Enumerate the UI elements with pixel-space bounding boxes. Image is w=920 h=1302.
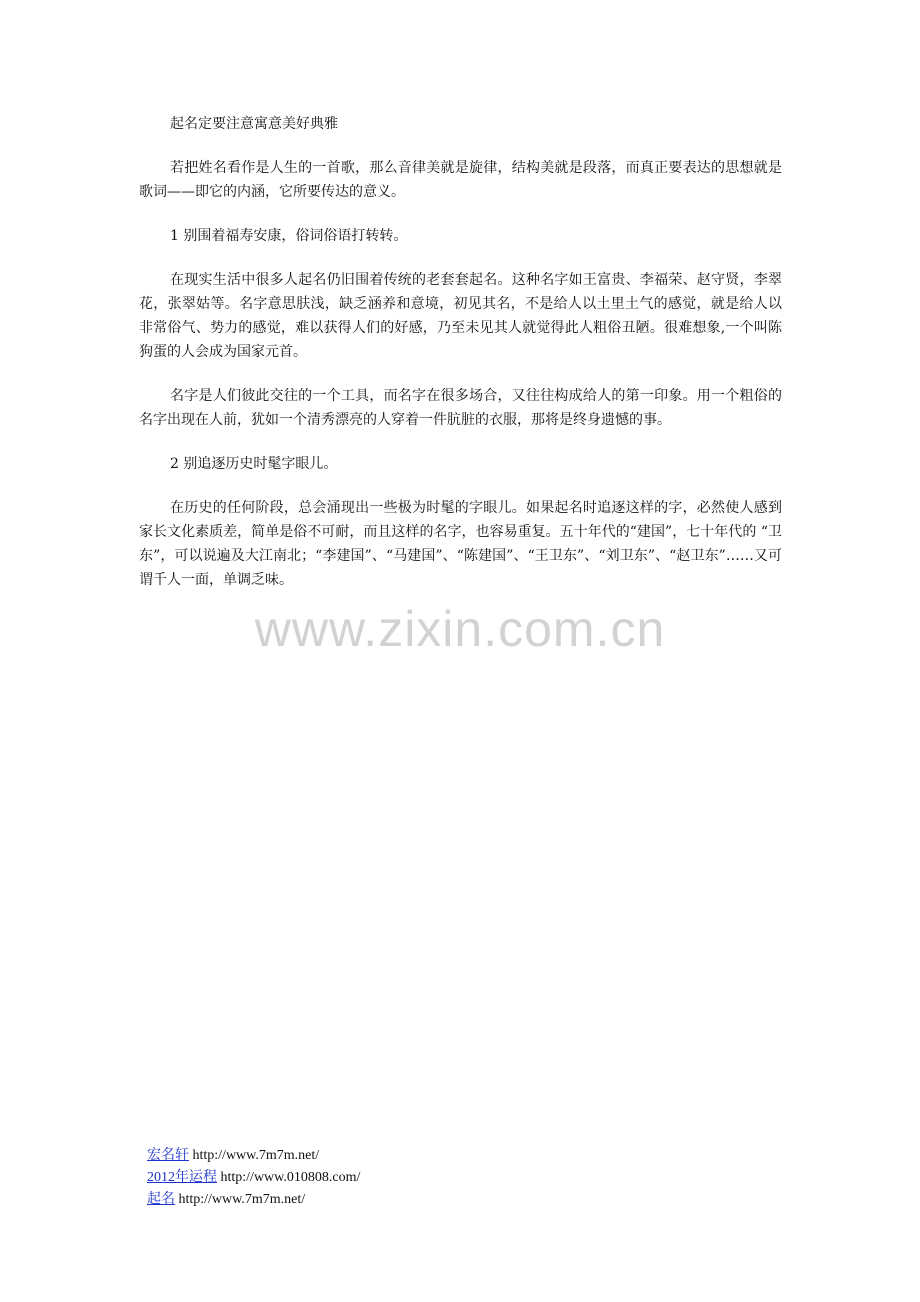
footer-link-row — [147, 1189, 360, 1211]
footer-link-row — [147, 1145, 360, 1167]
section-1-paragraph-2: 名字是人们彼此交往的一个工具，而名字在很多场合，又往往构成给人的第一印象。用一个粗俗的名字出现在人前，犹如一个清秀漂亮的人穿着一件肮脏的衣服，那将是终身遗憾的事。 — [139, 388, 782, 428]
footer-link-url: http://www.7m7m.net/ — [178, 1192, 306, 1207]
footer-link-hongmingxuan[interactable]: 宏名轩 — [147, 1148, 189, 1163]
footer-link-qiming[interactable]: 起名 — [147, 1192, 175, 1207]
section-2-paragraph-1: 在历史的任何阶段，总会涌现出一些极为时髦的字眼儿。如果起名时追逐这样的字，必然使人感到家长文化素质差，简单是俗不可耐，而且这样的名字，也容易重复。五十年代的“建国”，七十年代的 “卫东”，可以说遍及大江南北；“李建国”、“马建国”、“陈建国”、“王卫东”、“刘卫东”、“赵卫东”……又可谓千人一面，单调乏味。 — [139, 500, 782, 588]
section-2-heading: 2 别追逐历史时髦字眼儿。 — [170, 456, 338, 472]
intro-paragraph: 若把姓名看作是人生的一首歌，那么音律美就是旋律，结构美就是段落，而真正要表达的思想就是歌词——即它的内涵，它所要传达的意义。 — [139, 160, 782, 200]
footer-links — [147, 1145, 360, 1211]
footer-link-row — [147, 1167, 360, 1189]
document-body — [139, 112, 782, 612]
footer-link-url: http://www.7m7m.net/ — [192, 1148, 320, 1163]
section-1-heading: 1 别围着福寿安康，俗词俗语打转转。 — [170, 228, 408, 244]
article-title: 起名定要注意寓意美好典雅 — [170, 116, 338, 132]
footer-link-url: http://www.010808.com/ — [220, 1170, 361, 1185]
footer-link-2012-yuncheng[interactable]: 2012年运程 — [147, 1170, 217, 1185]
watermark-text: www.zixin.com.cn — [254, 601, 666, 657]
section-1-paragraph-1: 在现实生活中很多人起名仍旧围着传统的老套套起名。这种名字如王富贵、李福荣、赵守贤，李翠花，张翠姑等。名字意思肤浅，缺乏涵养和意境，初见其名，不是给人以土里土气的感觉，就是给人以非常俗气、势力的感觉，难以获得人们的好感，乃至未见其人就觉得此人粗俗丑陋。很难想象,一个叫陈狗蛋的人会成为国家元首。 — [139, 272, 782, 360]
